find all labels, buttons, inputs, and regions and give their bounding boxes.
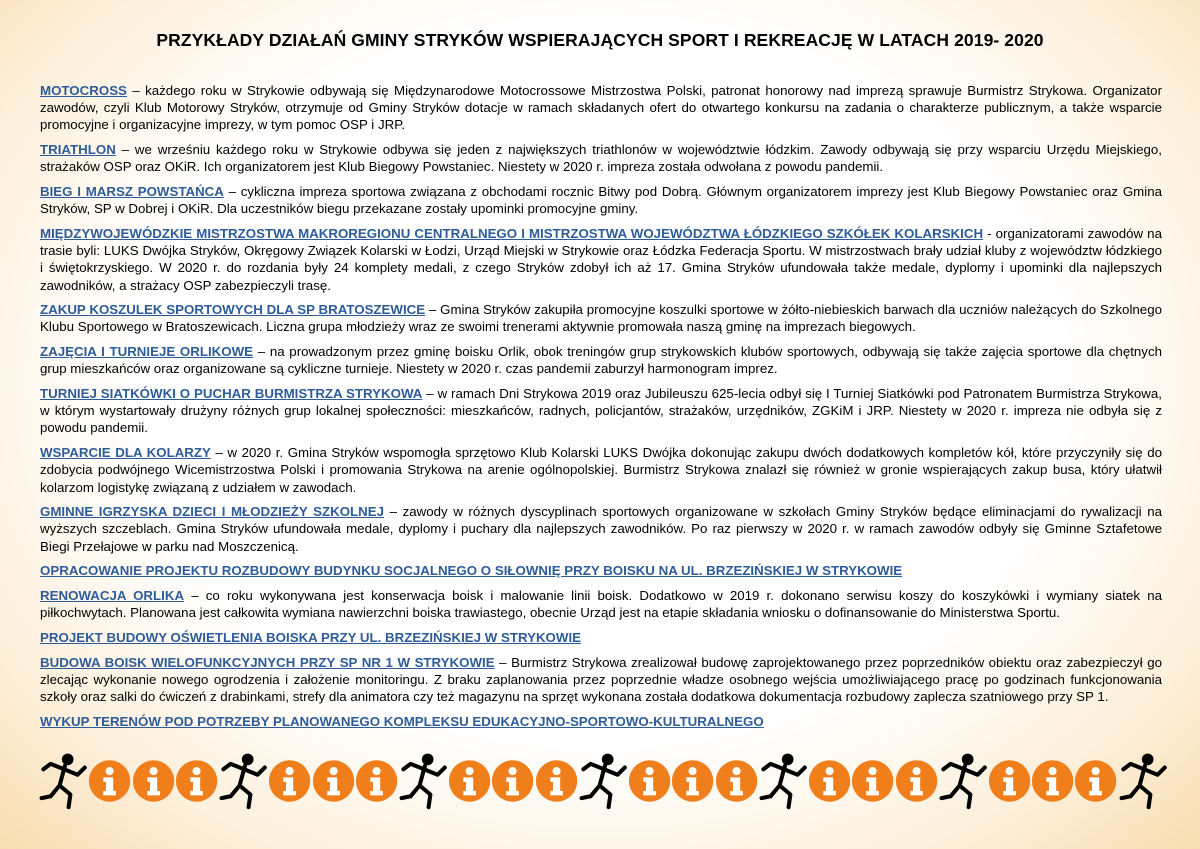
section-text: – cykliczna impreza sportowa związana z obchodami rocznic Bitwy pod Dobrą. Głównym organizatorem imprezy jest Klub Biegowy Powstaniec oraz Gmina Stryków, SP w Dobrej i OKiR. Dla uczestników biegu przekazane zostały upominki promocyjne gminy. xyxy=(40,184,1162,217)
sections-list xyxy=(40,82,1162,738)
section-text: – w ramach Dni Strykowa 2019 oraz Jubileuszu 625-lecia odbył się I Turniej Siatkówki pod Patronatem Burmistrza Strykowa, w którym wystartowały drużyny różnych grup lokalnej społeczności: mieszkańców, radnych, policjantów, strażaków, urzędników, ZGKiM i JRP. Niestety w 2020 r. impreza nie odbyła się z powodu pandemii. xyxy=(40,386,1162,436)
section-heading-link[interactable]: TRIATHLON xyxy=(40,142,116,158)
info-icon xyxy=(1031,757,1074,805)
info-icon xyxy=(491,757,534,805)
runner-icon xyxy=(38,748,88,814)
section-text: – każdego roku w Strykowie odbywają się Międzynarodowe Motocrossowe Mistrzostwa Polski, patronat honorowy nad imprezą sprawuje Burmistrz Strykowa. Organizator zawodów, czyli Klub Motorowy Stryków, otrzymuje od Gminy Stryków dotacje w ramach składanych ofert do otwartego konkursu na zadania o charakterze publicznym, a także wsparcie promocyjne i organizacyjne imprezy, w tym pomoc OSP i JRP. xyxy=(40,83,1162,133)
section-paragraph xyxy=(40,444,1162,496)
runner-icon xyxy=(1118,748,1168,814)
info-icon xyxy=(671,757,714,805)
section-heading-link[interactable]: GMINNE IGRZYSKA DZIECI I MŁODZIEŻY SZKOLNEJ xyxy=(40,504,385,520)
info-icon xyxy=(268,757,311,805)
section-text: – w 2020 r. Gmina Stryków wspomogła sprzętowo Klub Kolarski LUKS Dwójka dokonując zakupu dwóch dodatkowych kompletów kół, które przyczyniły się do zdobycia podwójnego Wicemistrzostwa Polski i promowania Strykowa na arenie ogólnopolskiej. Burmistrz Strykowa znalazł się również w gronie wspierających zakup busa, który ułatwił kolarzom logistykę związaną z udziałem w zawodach. xyxy=(40,445,1162,495)
runner-icon xyxy=(398,748,448,814)
section-heading-link[interactable]: BUDOWA BOISK WIELOFUNKCYJNYCH PRZY SP NR 1 W STRYKOWIE xyxy=(40,654,495,670)
section-heading-link[interactable]: MOTOCROSS xyxy=(40,83,127,98)
section-paragraph xyxy=(40,82,1162,134)
section-paragraph xyxy=(40,562,1162,579)
info-icon xyxy=(988,757,1031,805)
info-icon xyxy=(175,757,218,805)
section-paragraph xyxy=(40,343,1162,377)
section-heading-link[interactable]: MIĘDZYWOJEWÓDZKIE MISTRZOSTWA MAKROREGIONU CENTRALNEGO I MISTRZOSTWA WOJEWÓDZTWA ŁÓDZKIEGO SZKÓŁEK KOLARSKICH xyxy=(40,225,984,241)
page-title: PRZYKŁADY DZIAŁAŃ GMINY STRYKÓW WSPIERAJĄCYCH SPORT I REKREACJĘ W LATACH 2019- 2020 xyxy=(156,30,1044,50)
info-icon xyxy=(851,757,894,805)
section-paragraph xyxy=(40,713,1162,730)
section-heading-link[interactable]: OPRACOWANIE PROJEKTU ROZBUDOWY BUDYNKU SOCJALNEGO O SIŁOWNIĘ PRZY BOISKU NA UL. BRZEZIŃSKIEJ W STRYKOWIE xyxy=(40,563,903,579)
section-paragraph xyxy=(40,587,1162,621)
info-icon xyxy=(448,757,491,805)
section-paragraph xyxy=(40,503,1162,555)
info-icon xyxy=(808,757,851,805)
info-icon xyxy=(132,757,175,805)
runner-icon xyxy=(938,748,988,814)
section-text: – we wrześniu każdego roku w Strykowie odbywa się jeden z największych triathlonów w województwie łódzkim. Zawody odbywają się przy wsparciu Urzędu Miejskiego, strażaków OSP oraz OKiR. Ich organizatorem jest Klub Biegowy Powstaniec. Niestety w 2020 r. impreza została odwołana z powodu pandemii. xyxy=(40,142,1162,175)
section-paragraph xyxy=(40,301,1162,335)
info-icon xyxy=(895,757,938,805)
runner-icon xyxy=(218,748,268,814)
section-text: – Burmistrz Strykowa zrealizował budowę zaprojektowanego przez poprzedników obiektu oraz zabezpieczył go zlecając wykonanie nowego ogrodzenia i założenie monitoringu. Z braku zaplanowania przez poprzednie władze osobnego wejścia umożliwiającego pracę po godzinach funkcjonowania szkoły oraz salki do ćwiczeń z drabinkami, strefy dla animatora czy też magazynu na sprzęt wykonana została dodatkowa dokumentacja rozbudowy zaplecza szatniowego przy SP 1. xyxy=(40,654,1162,705)
info-icon xyxy=(88,757,131,805)
section-heading-link[interactable]: RENOWACJA ORLIKA xyxy=(40,588,185,604)
section-paragraph xyxy=(40,225,1162,294)
decorative-icon-row xyxy=(38,746,1168,816)
section-heading-link[interactable]: WYKUP TERENÓW POD POTRZEBY PLANOWANEGO KOMPLEKSU EDUKACYJNO-SPORTOWO-KULTURALNEGO xyxy=(40,713,764,729)
section-heading-link[interactable]: WSPARCIE DLA KOLARZY xyxy=(40,445,211,461)
info-icon xyxy=(355,757,398,805)
section-heading-link[interactable]: PROJEKT BUDOWY OŚWIETLENIA BOISKA PRZY UL. BRZEZIŃSKIEJ W STRYKOWIE xyxy=(40,629,582,645)
section-text: – na prowadzonym przez gminę boisku Orlik, obok treningów grup strykowskich klubów sportowych, odbywają się także zajęcia sportowe dla chętnych grup mieszkańców oraz organizowane są cykliczne turnieje. Niestety w 2020 r. czas pandemii zaburzył harmonogram imprez. xyxy=(40,344,1162,377)
info-icon xyxy=(312,757,355,805)
section-paragraph xyxy=(40,654,1162,706)
info-icon xyxy=(628,757,671,805)
section-paragraph xyxy=(40,385,1162,437)
info-icon xyxy=(715,757,758,805)
section-text: – zawody w różnych dyscyplinach sportowych organizowane w szkołach Gminy Stryków będące eliminacjami do rywalizacji na wyższych szczeblach. Gmina Stryków ufundowała medale, dyplomy i puchary dla najlepszych zawodników. Po raz pierwszy w 2020 r. w ramach zawodów odbyły się Gminne Sztafetowe Biegi Przełajowe w parku nad Moszczenicą. xyxy=(40,504,1162,554)
info-icon xyxy=(1074,757,1117,805)
section-heading-link[interactable]: ZAJĘCIA I TURNIEJE ORLIKOWE xyxy=(40,344,254,360)
section-paragraph xyxy=(40,183,1162,217)
section-text: – co roku wykonywana jest konserwacja boisk i malowanie linii boisk. Dodatkowo w 2019 r. dokonano serwisu koszy do koszykówki i wymiany siatek na piłkochwytach. Planowana jest całkowita wymiana nawierzchni boiska trawiastego, obecnie Urząd jest na etapie składania wniosku o dofinansowanie do Ministerstwa Sportu. xyxy=(40,588,1162,621)
section-paragraph xyxy=(40,141,1162,175)
section-heading-link[interactable]: ZAKUP KOSZULEK SPORTOWYCH DLA SP BRATOSZEWICE xyxy=(40,302,426,318)
section-text: - organizatorami zawodów na trasie byli: LUKS Dwójka Stryków, Okręgowy Związek Kolarski w Łodzi, Urząd Miejski w Strykowie oraz Łódzka Federacja Sportu. W mistrzostwach brały udział kluby z województw łódzkiego i świętokrzyskiego. W 2020 r. do rozdania były 24 komplety medali, z czego Stryków zdobył ich aż 17. Gmina Stryków ufundowała także medale, dyplomy i upominki dla najlepszych zawodników, a strażacy OSP zabezpieczyli trasę. xyxy=(40,225,1162,293)
runner-icon xyxy=(578,748,628,814)
info-icon xyxy=(535,757,578,805)
section-paragraph xyxy=(40,629,1162,646)
section-heading-link[interactable]: BIEG I MARSZ POWSTAŃCA xyxy=(40,184,224,200)
runner-icon xyxy=(758,748,808,814)
section-text: – Gmina Stryków zakupiła promocyjne koszulki sportowe w żółto-niebieskich barwach dla uczniów należących do Szkolnego Klubu Sportowego w Bratoszewicach. Liczna grupa młodzieży wraz ze swoimi trenerami aktywnie promowała naszą gminę na imprezach biegowych. xyxy=(40,302,1162,335)
section-heading-link[interactable]: TURNIEJ SIATKÓWKI O PUCHAR BURMISTRZA STRYKOWA xyxy=(40,386,423,402)
